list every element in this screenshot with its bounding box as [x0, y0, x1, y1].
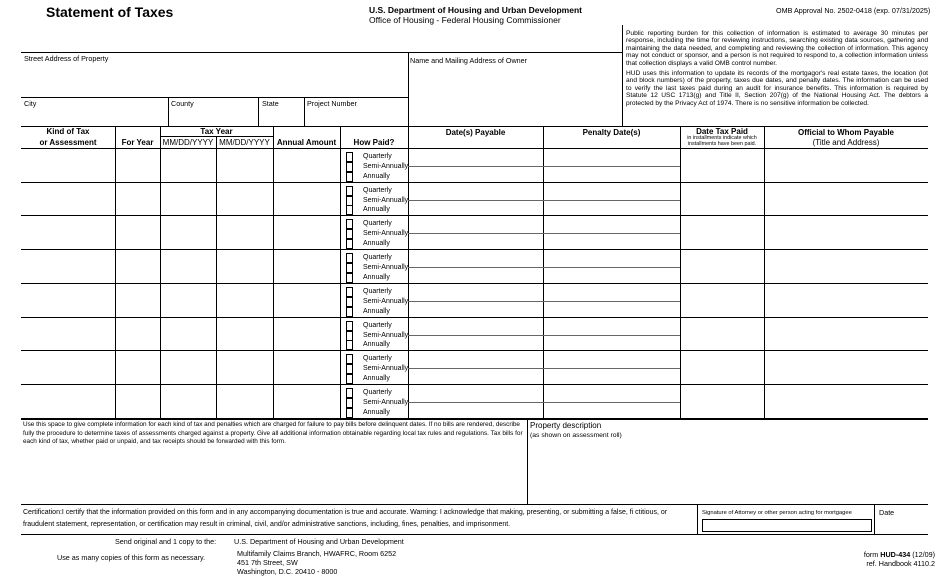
payable-split-line	[543, 402, 680, 403]
payment-option-label: Semi-Annually	[363, 264, 409, 271]
payable-split-line	[408, 301, 543, 302]
payment-quarterly-checkbox[interactable]	[346, 253, 353, 263]
official-input[interactable]	[766, 152, 926, 180]
street-address-input[interactable]	[24, 66, 404, 94]
penalty-date-upper-input[interactable]	[546, 321, 677, 333]
date-payable-upper-input[interactable]	[411, 321, 540, 333]
how-paid-header: How Paid?	[353, 138, 395, 147]
county-input[interactable]	[171, 110, 255, 124]
kind-of-tax-input[interactable]	[23, 321, 115, 348]
project-divider	[304, 97, 305, 126]
date-tax-paid-input[interactable]	[682, 219, 762, 247]
tax-year-to-input[interactable]	[218, 186, 271, 213]
for-year-input[interactable]	[117, 152, 158, 180]
copies-text: Use as many copies of this form as necessary.	[57, 553, 206, 562]
payment-option-label: Annually	[363, 173, 390, 180]
kind-of-tax-input[interactable]	[23, 354, 115, 382]
payment-option-label: Semi-Annually	[363, 399, 409, 406]
kind-of-tax-line2: or Assessment	[39, 138, 97, 147]
form-prefix: form	[863, 550, 881, 559]
tax-year-from-input[interactable]	[162, 321, 214, 348]
county-divider	[168, 97, 169, 126]
date-tax-paid-input[interactable]	[682, 152, 762, 180]
payment-annually-checkbox[interactable]	[346, 307, 353, 317]
instructions-input[interactable]	[23, 448, 527, 506]
penalty-date-lower-input[interactable]	[546, 202, 677, 214]
payment-option-label: Semi-Annually	[363, 163, 409, 170]
penalty-date-upper-input[interactable]	[546, 186, 677, 198]
date-payable-upper-input[interactable]	[411, 186, 540, 198]
payment-semi-annually-checkbox[interactable]	[346, 297, 353, 307]
date-payable-upper-input[interactable]	[411, 388, 540, 400]
penalty-date-lower-input[interactable]	[546, 269, 677, 281]
payable-split-line	[408, 335, 543, 336]
for-year-input[interactable]	[117, 321, 158, 348]
date-tax-paid-note: in installments indicate which installments have been paid.	[687, 135, 757, 147]
annual-amount-input[interactable]	[275, 321, 338, 348]
payment-option-label: Annually	[363, 375, 390, 382]
payment-semi-annually-checkbox[interactable]	[346, 162, 353, 172]
table-top-border	[21, 126, 928, 127]
date-tax-paid-header: Date Tax Paid	[696, 127, 748, 136]
date-label: Date	[879, 508, 895, 517]
payment-option-label: Quarterly	[363, 389, 392, 396]
date-payable-lower-input[interactable]	[411, 337, 540, 349]
payable-split-line	[543, 233, 680, 234]
payment-annually-checkbox[interactable]	[346, 374, 353, 384]
tax-year-to-input[interactable]	[218, 219, 271, 247]
date-payable-upper-input[interactable]	[411, 287, 540, 299]
certification-top-border	[21, 504, 928, 505]
payable-split-line	[408, 166, 543, 167]
date-tax-paid-input[interactable]	[682, 388, 762, 416]
annual-amount-input[interactable]	[275, 354, 338, 382]
tax-year-from-input[interactable]	[162, 388, 214, 416]
payment-annually-checkbox[interactable]	[346, 239, 353, 249]
annual-amount-input[interactable]	[275, 388, 338, 416]
payable-split-line	[408, 233, 543, 234]
payment-option-label: Quarterly	[363, 288, 392, 295]
tax-year-to-input[interactable]	[218, 253, 271, 281]
payment-quarterly-checkbox[interactable]	[346, 388, 353, 398]
annual-amount-input[interactable]	[275, 253, 338, 281]
for-year-input[interactable]	[117, 186, 158, 213]
date-tax-paid-input[interactable]	[682, 354, 762, 382]
owner-left-border	[408, 52, 409, 126]
notice-left-border	[622, 25, 623, 126]
dates-payable-header: Date(s) Payable	[445, 128, 506, 137]
property-description-label: Property description	[530, 421, 602, 430]
kind-of-tax-input[interactable]	[23, 253, 115, 281]
tax-year-from-input[interactable]	[162, 219, 214, 247]
penalty-date-upper-input[interactable]	[546, 219, 677, 231]
property-top-border	[21, 52, 622, 53]
send-to-text: Send original and 1 copy to the:	[115, 537, 217, 546]
tax-year-to-input[interactable]	[218, 321, 271, 348]
official-input[interactable]	[766, 388, 926, 416]
kind-of-tax-header	[21, 127, 115, 148]
payment-option-label: Annually	[363, 409, 390, 416]
payable-split-line	[408, 402, 543, 403]
tax-year-to-input[interactable]	[218, 287, 271, 315]
city-top-border	[21, 97, 408, 98]
payment-semi-annually-checkbox[interactable]	[346, 229, 353, 239]
payment-annually-checkbox[interactable]	[346, 340, 353, 350]
payment-option-label: Annually	[363, 341, 390, 348]
official-input[interactable]	[766, 186, 926, 213]
payment-option-label: Annually	[363, 240, 390, 247]
tax-year-to-input[interactable]	[218, 152, 271, 180]
payable-split-line	[408, 200, 543, 201]
payable-split-line	[543, 200, 680, 201]
payable-split-line	[543, 335, 680, 336]
date-payable-lower-input[interactable]	[411, 303, 540, 315]
annual-amount-header: Annual Amount	[276, 138, 337, 147]
form-number	[800, 550, 935, 559]
annual-amount-input[interactable]	[275, 186, 338, 213]
state-input[interactable]	[262, 110, 302, 124]
payment-option-label: Semi-Annually	[363, 298, 409, 305]
penalty-date-upper-input[interactable]	[546, 152, 677, 164]
for-year-header: For Year	[121, 138, 154, 147]
penalty-date-lower-input[interactable]	[546, 168, 677, 180]
annual-amount-input[interactable]	[275, 152, 338, 180]
payment-option-label: Quarterly	[363, 220, 392, 227]
handbook-ref: ref. Handbook 4110.2	[866, 559, 935, 568]
tax-year-to-header: MM/DD/YYYY	[219, 138, 270, 147]
owner-address-input[interactable]	[410, 68, 618, 122]
date-tax-paid-input[interactable]	[682, 253, 762, 281]
project-number-input[interactable]	[307, 110, 405, 124]
city-input[interactable]	[24, 110, 164, 124]
penalty-date-upper-input[interactable]	[546, 354, 677, 366]
date-payable-upper-input[interactable]	[411, 253, 540, 265]
official-input[interactable]	[766, 354, 926, 382]
payment-option-label: Semi-Annually	[363, 197, 409, 204]
footer-top-border	[21, 534, 928, 535]
payment-option-label: Quarterly	[363, 153, 392, 160]
property-desc-divider	[527, 419, 528, 504]
date-left-border	[874, 504, 875, 534]
kind-of-tax-input[interactable]	[23, 388, 115, 416]
payment-option-label: Quarterly	[363, 187, 392, 194]
payment-option-label: Semi-Annually	[363, 365, 409, 372]
penalty-date-lower-input[interactable]	[546, 235, 677, 247]
official-line1: Official to Whom Payable	[797, 128, 894, 137]
project-number-label: Project Number	[307, 99, 357, 108]
payment-annually-checkbox[interactable]	[346, 205, 353, 215]
tax-year-from-header: MM/DD/YYYY	[162, 138, 214, 147]
property-description-input[interactable]	[530, 442, 928, 504]
payment-annually-checkbox[interactable]	[346, 172, 353, 182]
for-year-input[interactable]	[117, 219, 158, 247]
date-payable-lower-input[interactable]	[411, 269, 540, 281]
tax-year-header: Tax Year	[200, 127, 233, 136]
property-description-sublabel: (as shown on assessment roll)	[530, 432, 622, 439]
official-header	[764, 128, 928, 148]
payment-option-label: Quarterly	[363, 254, 392, 261]
state-label: State	[262, 99, 279, 108]
footer-address-line1: Multifamily Claims Branch, HWAFRC, Room 6252	[237, 549, 397, 558]
payment-quarterly-checkbox[interactable]	[346, 354, 353, 364]
payment-quarterly-checkbox[interactable]	[346, 287, 353, 297]
tax-year-from-input[interactable]	[162, 354, 214, 382]
payment-option-label: Annually	[363, 274, 390, 281]
date-tax-paid-input[interactable]	[682, 321, 762, 348]
kind-of-tax-input[interactable]	[23, 186, 115, 213]
penalty-date-upper-input[interactable]	[546, 388, 677, 400]
date-tax-paid-input[interactable]	[682, 287, 762, 315]
penalty-date-lower-input[interactable]	[546, 337, 677, 349]
signature-input[interactable]	[702, 519, 872, 532]
payment-annually-checkbox[interactable]	[346, 273, 353, 283]
annual-amount-input[interactable]	[275, 219, 338, 247]
penalty-date-lower-input[interactable]	[546, 370, 677, 382]
date-payable-lower-input[interactable]	[411, 370, 540, 382]
official-input[interactable]	[766, 253, 926, 281]
date-payable-lower-input[interactable]	[411, 235, 540, 247]
payment-option-label: Quarterly	[363, 322, 392, 329]
penalty-date-upper-input[interactable]	[546, 287, 677, 299]
payment-option-label: Semi-Annually	[363, 230, 409, 237]
form-title: Statement of Taxes	[46, 4, 174, 20]
kind-of-tax-input[interactable]	[23, 219, 115, 247]
payment-quarterly-checkbox[interactable]	[346, 186, 353, 196]
official-input[interactable]	[766, 321, 926, 348]
tax-year-from-input[interactable]	[162, 186, 214, 213]
annual-amount-input[interactable]	[275, 287, 338, 315]
signature-label: Signature of Attorney or other person acting for mortgagee	[702, 510, 852, 516]
payable-split-line	[408, 267, 543, 268]
tax-year-from-input[interactable]	[162, 253, 214, 281]
tax-year-from-input[interactable]	[162, 152, 214, 180]
payable-split-line	[408, 368, 543, 369]
payment-quarterly-checkbox[interactable]	[346, 321, 353, 331]
kind-of-tax-input[interactable]	[23, 152, 115, 180]
date-payable-upper-input[interactable]	[411, 152, 540, 164]
city-label: City	[24, 99, 37, 108]
payment-annually-checkbox[interactable]	[346, 408, 353, 418]
send-to-dept: U.S. Department of Housing and Urban Development	[234, 537, 404, 546]
payable-split-line	[543, 166, 680, 167]
privacy-notice: HUD uses this information to update its records of the mortgagor's real estate taxes, the location (lot and block numbers) of the property, taxes due dates, and penalty dates. The information can be used to verify the last taxes paid during an audit for insurance benefits. This information is required by Statute 12 USC 1713(g) and Title II, Section 207(g) of the National Housing Act. The debtors a protected by the Privacy Act of 1974. There is no sensitive information be collected.	[626, 70, 928, 107]
tax-year-to-input[interactable]	[218, 354, 271, 382]
tax-year-to-input[interactable]	[218, 388, 271, 416]
official-input[interactable]	[766, 287, 926, 315]
footer-address-line2: 451 7th Street, SW	[237, 558, 298, 567]
date-payable-lower-input[interactable]	[411, 404, 540, 416]
payment-semi-annually-checkbox[interactable]	[346, 364, 353, 374]
owner-address-label: Name and Mailing Address of Owner	[410, 56, 528, 65]
county-label: County	[171, 99, 194, 108]
footer-address-line3: Washington, D.C. 20410 - 8000	[237, 567, 338, 576]
payable-split-line	[543, 368, 680, 369]
payable-split-line	[543, 301, 680, 302]
date-tax-paid-input[interactable]	[682, 186, 762, 213]
payable-split-line	[543, 267, 680, 268]
payment-option-label: Quarterly	[363, 355, 392, 362]
official-line2: (Title and Address)	[812, 138, 880, 147]
penalty-date-lower-input[interactable]	[546, 404, 677, 416]
instructions-top-border	[21, 419, 928, 420]
kind-of-tax-line1: Kind of Tax	[46, 127, 90, 136]
street-address-label: Street Address of Property	[24, 54, 109, 63]
certification-text: Certification:I certify that the information provided on this form and in any accompanying documentation is true and accurate. Warning: I acknowledge that making, presenting, or submitting a false, fi ctitious, or fraudulent statement, representation, or certification may result in criminal, civil, and/or administrative sanctions, including, fines, penalties, and imprisonment.	[23, 509, 668, 528]
kind-of-tax-input[interactable]	[23, 287, 115, 315]
date-payable-upper-input[interactable]	[411, 219, 540, 231]
penalty-date-upper-input[interactable]	[546, 253, 677, 265]
payment-quarterly-checkbox[interactable]	[346, 152, 353, 162]
burden-notice: Public reporting burden for this collection of information is estimated to average 30 minutes per response, including the time for reviewing instructions, searching existing data sources, gathering and maintaining the data needed, and completing and reviewing the collection of information. This agency may not conduct or sponsor, and a person is not required to respond to, a collection information unless that collection displays a valid OMB control number.	[626, 30, 928, 67]
payment-quarterly-checkbox[interactable]	[346, 219, 353, 229]
form-number-value: HUD-434	[880, 550, 911, 559]
tax-year-from-input[interactable]	[162, 287, 214, 315]
agency-name: U.S. Department of Housing and Urban Development	[369, 5, 582, 15]
omb-approval: OMB Approval No. 2502-0418 (exp. 07/31/2025)	[776, 6, 931, 15]
payment-semi-annually-checkbox[interactable]	[346, 263, 353, 273]
date-payable-lower-input[interactable]	[411, 202, 540, 214]
instructions-text: Use this space to give complete information for each kind of tax and penalties which are charged for failure to pay bills before delinquent dates. If no bills are rendered, describe fully the procedure to determine taxes of assessments charged against a property. Give all additional information obtainable regarding local tax rules and regulations. Tax bills for each kind of tax, whether paid or unpaid, and tax receipts should be forwarded with this form.	[23, 421, 523, 446]
for-year-input[interactable]	[117, 287, 158, 315]
for-year-input[interactable]	[117, 388, 158, 416]
for-year-input[interactable]	[117, 253, 158, 281]
payment-semi-annually-checkbox[interactable]	[346, 398, 353, 408]
for-year-input[interactable]	[117, 354, 158, 382]
state-divider	[258, 97, 259, 126]
office-name: Office of Housing - Federal Housing Commissioner	[369, 15, 561, 25]
payment-option-label: Semi-Annually	[363, 332, 409, 339]
signature-left-border	[697, 504, 698, 534]
date-payable-lower-input[interactable]	[411, 168, 540, 180]
date-payable-upper-input[interactable]	[411, 354, 540, 366]
payment-option-label: Annually	[363, 206, 390, 213]
penalty-dates-header: Penalty Date(s)	[582, 128, 641, 137]
official-input[interactable]	[766, 219, 926, 247]
form-date: (12/09)	[910, 550, 935, 559]
date-input[interactable]	[879, 518, 925, 530]
penalty-date-lower-input[interactable]	[546, 303, 677, 315]
payment-option-label: Annually	[363, 308, 390, 315]
